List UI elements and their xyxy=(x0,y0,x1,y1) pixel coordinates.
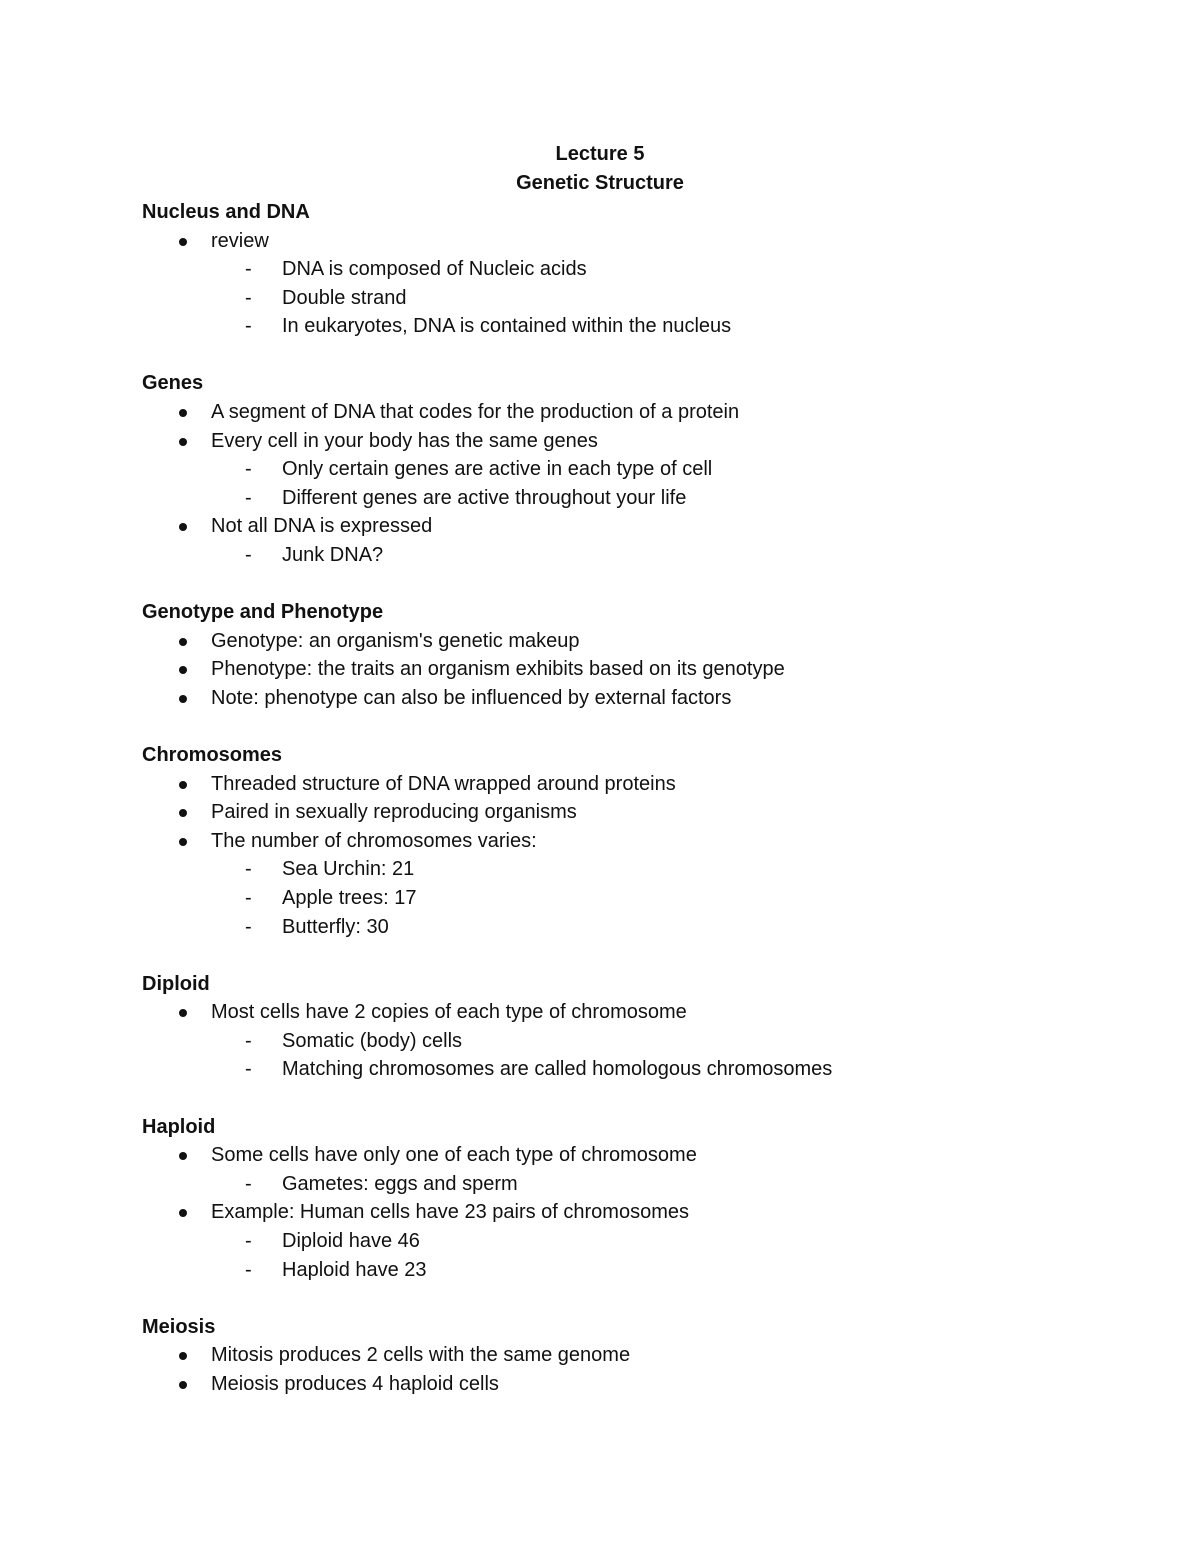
item-text: Sea Urchin: 21 xyxy=(282,858,415,881)
document-body xyxy=(142,198,1142,1398)
sub-item xyxy=(142,1256,1142,1285)
bullet-item xyxy=(142,1141,1142,1170)
dash-marker: - xyxy=(245,544,252,567)
bullet-dot-icon xyxy=(179,409,187,417)
item-text: Somatic (body) cells xyxy=(282,1029,463,1052)
item-text: DNA is composed of Nucleic acids xyxy=(282,258,587,281)
item-text: Only certain genes are active in each type of cell xyxy=(282,458,713,481)
item-text: Gametes: eggs and sperm xyxy=(282,1172,518,1195)
item-text: In eukaryotes, DNA is contained within the nucleus xyxy=(282,315,732,338)
dash-marker: - xyxy=(245,1229,252,1252)
dash-marker: - xyxy=(245,486,252,509)
section xyxy=(142,198,1142,341)
section-heading: Genes xyxy=(142,372,204,395)
section xyxy=(142,1113,1142,1285)
item-text: Note: phenotype can also be influenced by external factors xyxy=(211,686,732,709)
dash-marker: - xyxy=(245,458,252,481)
item-text: Phenotype: the traits an organism exhibits based on its genotype xyxy=(211,658,785,681)
dash-marker: - xyxy=(245,915,252,938)
bullet-item xyxy=(142,1370,1142,1399)
item-text: A segment of DNA that codes for the production of a protein xyxy=(211,401,740,424)
bullet-dot-icon xyxy=(179,1009,187,1017)
page-title: Lecture 5 xyxy=(555,143,645,165)
item-text: Haploid have 23 xyxy=(282,1258,427,1281)
item-text: Diploid have 46 xyxy=(282,1229,420,1252)
bullet-dot-icon xyxy=(179,1381,187,1389)
section-heading: Nucleus and DNA xyxy=(142,201,310,223)
dash-marker: - xyxy=(245,315,252,338)
sub-item xyxy=(142,855,1142,884)
bullet-item xyxy=(142,227,1142,256)
section xyxy=(142,598,1142,712)
sub-item xyxy=(142,913,1142,942)
item-text: Different genes are active throughout your life xyxy=(282,486,687,509)
sub-item xyxy=(142,1227,1142,1256)
dash-marker: - xyxy=(245,858,252,881)
section-heading: Haploid xyxy=(142,1115,216,1138)
item-text: Threaded structure of DNA wrapped around proteins xyxy=(211,772,676,795)
item-text: Some cells have only one of each type of chromosome xyxy=(211,1144,697,1167)
item-text: Most cells have 2 copies of each type of chromosome xyxy=(211,1001,687,1024)
bullet-item xyxy=(142,1341,1142,1370)
bullet-dot-icon xyxy=(179,695,187,703)
bullet-dot-icon xyxy=(179,1152,187,1160)
bullet-dot-icon xyxy=(179,523,187,531)
section xyxy=(142,369,1142,569)
dash-marker: - xyxy=(245,286,252,309)
bullet-item xyxy=(142,512,1142,541)
sub-item xyxy=(142,312,1142,341)
item-text: Example: Human cells have 23 pairs of chromosomes xyxy=(211,1201,689,1224)
sub-item xyxy=(142,455,1142,484)
item-text: review xyxy=(211,229,269,252)
bullet-dot-icon xyxy=(179,809,187,817)
sub-item xyxy=(142,255,1142,284)
sub-item xyxy=(142,1055,1142,1084)
section xyxy=(142,741,1142,941)
bullet-item xyxy=(142,655,1142,684)
sub-item xyxy=(142,1027,1142,1056)
item-text: Every cell in your body has the same genes xyxy=(211,429,598,452)
section xyxy=(142,1313,1142,1399)
dash-marker: - xyxy=(245,258,252,281)
bullet-item xyxy=(142,827,1142,856)
section-heading: Chromosomes xyxy=(142,744,283,766)
bullet-item xyxy=(142,770,1142,799)
bullet-dot-icon xyxy=(179,638,187,646)
bullet-dot-icon xyxy=(179,1352,187,1360)
bullet-dot-icon xyxy=(179,1209,187,1217)
bullet-dot-icon xyxy=(179,238,187,246)
bullet-item xyxy=(142,684,1142,713)
sub-item xyxy=(142,284,1142,313)
sub-item xyxy=(142,1170,1142,1199)
bullet-item xyxy=(142,1198,1142,1227)
item-text: Meiosis produces 4 haploid cells xyxy=(211,1372,499,1395)
section-heading: Diploid xyxy=(142,972,210,995)
item-text: Genotype: an organism's genetic makeup xyxy=(211,629,580,652)
bullet-dot-icon xyxy=(179,781,187,789)
section-heading: Genotype and Phenotype xyxy=(142,601,384,624)
page-subtitle: Genetic Structure xyxy=(516,172,684,194)
item-text: Not all DNA is expressed xyxy=(211,515,433,538)
item-text: Double strand xyxy=(282,286,407,309)
item-text: Matching chromosomes are called homologous chromosomes xyxy=(282,1058,833,1081)
item-text: Mitosis produces 2 cells with the same genome xyxy=(211,1344,631,1367)
item-text: Butterfly: 30 xyxy=(282,915,389,938)
sub-item xyxy=(142,541,1142,570)
dash-marker: - xyxy=(245,1258,252,1281)
bullet-item xyxy=(142,427,1142,456)
item-text: Paired in sexually reproducing organisms xyxy=(211,801,577,824)
dash-marker: - xyxy=(245,1029,252,1052)
section xyxy=(142,970,1142,1084)
bullet-item xyxy=(142,627,1142,656)
dash-marker: - xyxy=(245,886,252,909)
bullet-dot-icon xyxy=(179,438,187,446)
bullet-item xyxy=(142,998,1142,1027)
section-heading: Meiosis xyxy=(142,1315,216,1338)
item-text: The number of chromosomes varies: xyxy=(211,829,537,852)
dash-marker: - xyxy=(245,1172,252,1195)
sub-item xyxy=(142,884,1142,913)
item-text: Junk DNA? xyxy=(282,544,384,567)
bullet-dot-icon xyxy=(179,666,187,674)
item-text: Apple trees: 17 xyxy=(282,886,417,909)
dash-marker: - xyxy=(245,1058,252,1081)
bullet-item xyxy=(142,798,1142,827)
bullet-item xyxy=(142,398,1142,427)
bullet-dot-icon xyxy=(179,838,187,846)
sub-item xyxy=(142,484,1142,513)
